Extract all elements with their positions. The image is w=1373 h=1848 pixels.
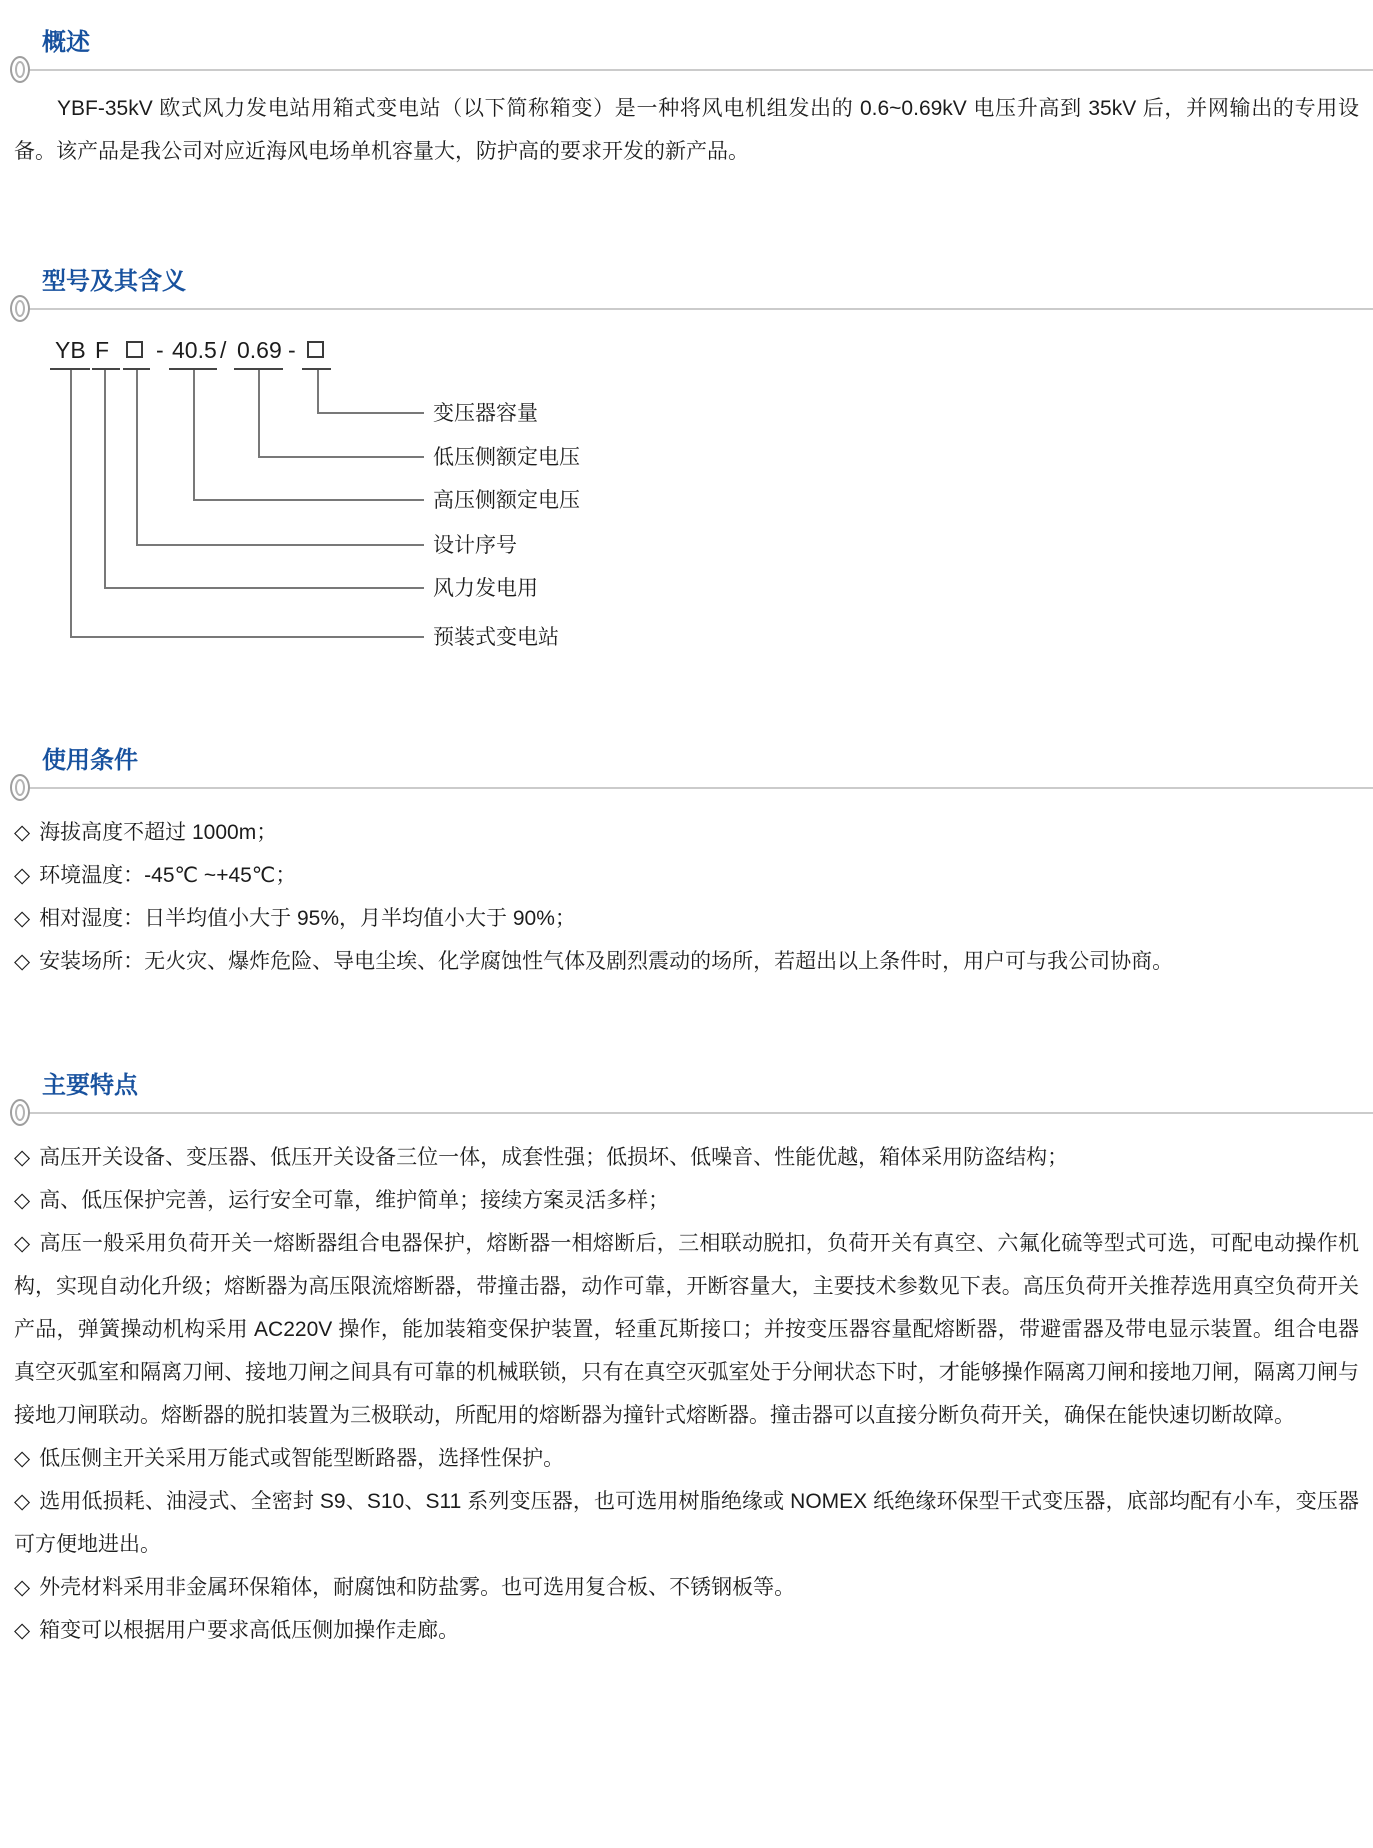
section-features-title: 主要特点: [42, 1072, 138, 1099]
condition-text: 安装场所：无火灾、爆炸危险、导电尘埃、化学腐蚀性气体及剧烈震动的场所，若超出以上条件时，用户可与我公司协商。: [39, 950, 1174, 973]
feature-text: 外壳材料采用非金属环保箱体，耐腐蚀和防盐雾。也可选用复合板、不锈钢板等。: [39, 1576, 796, 1599]
feature-text: 选用低损耗、油浸式、全密封 S9、S10、S11 系列变压器，也可选用树脂绝缘或 NOMEX 纸绝缘环保型干式变压器，底部均配有小车，变压器可方便地进出。: [14, 1490, 1359, 1556]
condition-item: [14, 811, 1359, 854]
condition-item: [14, 854, 1359, 897]
condition-item: [14, 897, 1359, 940]
section-divider: [0, 69, 1373, 73]
divider-line: [22, 308, 1373, 310]
features-list: [0, 1136, 1373, 1652]
diamond-bullet-icon: ◇: [14, 1232, 31, 1255]
feature-text: 高、低压保护完善，运行安全可靠，维护简单；接续方案灵活多样；: [39, 1189, 670, 1212]
feature-item: [14, 1222, 1359, 1437]
feature-item: [14, 1609, 1359, 1652]
conditions-list: [0, 811, 1373, 983]
diamond-bullet-icon: ◇: [14, 821, 31, 844]
feature-item: [14, 1566, 1359, 1609]
section-model-title: 型号及其含义: [42, 268, 186, 295]
section-overview: [0, 28, 1373, 173]
condition-text: 海拔高度不超过 1000m；: [39, 821, 278, 844]
ring-icon: [10, 1099, 30, 1126]
diamond-bullet-icon: ◇: [14, 1576, 31, 1599]
feature-item: [14, 1480, 1359, 1566]
section-model: [0, 267, 1373, 663]
feature-text: 高压开关设备、变压器、低压开关设备三位一体，成套性强；低损坏、低噪音、性能优越，箱体采用防盗结构；: [39, 1146, 1069, 1169]
model-token-slash: /: [220, 337, 227, 363]
condition-text: 环境温度：-45℃ ~+45℃；: [39, 864, 297, 887]
feature-text: 低压侧主开关采用万能式或智能型断路器，选择性保护。: [39, 1447, 565, 1470]
model-label-prefab-substation: 预装式变电站: [433, 626, 559, 649]
section-features: [0, 1071, 1373, 1652]
divider-line: [22, 1112, 1373, 1114]
diamond-bullet-icon: ◇: [14, 1490, 31, 1513]
model-label-transformer-capacity: 变压器容量: [433, 402, 538, 425]
ring-icon: [10, 295, 30, 322]
ring-icon-inner: [15, 300, 25, 317]
condition-item: [14, 940, 1359, 983]
ring-icon-inner: [15, 61, 25, 78]
feature-item: [14, 1136, 1359, 1179]
ring-icon-inner: [15, 779, 25, 796]
model-token-dash1: -: [156, 337, 164, 363]
model-token-box2: [307, 341, 324, 358]
divider-line: [22, 69, 1373, 71]
diamond-bullet-icon: ◇: [14, 1447, 31, 1470]
model-token-f: F: [95, 337, 110, 363]
ring-icon: [10, 774, 30, 801]
section-conditions-title: 使用条件: [42, 747, 138, 774]
diamond-bullet-icon: ◇: [14, 864, 31, 887]
divider-line: [22, 787, 1373, 789]
section-divider: [0, 1112, 1373, 1116]
diamond-bullet-icon: ◇: [14, 1619, 31, 1642]
diagram-connector: [70, 370, 424, 638]
section-divider: [0, 308, 1373, 312]
model-label-lv-rated-voltage: 低压侧额定电压: [433, 446, 580, 469]
feature-item: [14, 1179, 1359, 1222]
model-token-40-5: 40.5: [172, 337, 217, 363]
overview-paragraph: YBF-35kV 欧式风力发电站用箱式变电站（以下简称箱变）是一种将风电机组发出的 0.6~0.69kV 电压升高到 35kV 后，并网输出的专用设备。该产品是我公司对应近海风电场单机容量大，防护高的要求开发的新产品。: [14, 97, 1359, 163]
diamond-bullet-icon: ◇: [14, 950, 31, 973]
model-token-box1: [126, 341, 143, 358]
condition-text: 相对湿度：日半均值小大于 95%，月半均值小大于 90%；: [39, 907, 576, 930]
model-designation-diagram: [0, 328, 1373, 663]
feature-item: [14, 1437, 1359, 1480]
diamond-bullet-icon: ◇: [14, 1189, 31, 1212]
model-label-design-serial: 设计序号: [433, 534, 517, 557]
ring-icon: [10, 56, 30, 83]
diamond-bullet-icon: ◇: [14, 1146, 31, 1169]
model-token-yb: YB: [55, 337, 86, 363]
model-token-0-69: 0.69: [237, 337, 282, 363]
ring-icon-inner: [15, 1104, 25, 1121]
diamond-bullet-icon: ◇: [14, 907, 31, 930]
section-overview-title: 概述: [42, 29, 90, 56]
model-token-dash2: -: [288, 337, 296, 363]
section-divider: [0, 787, 1373, 791]
section-conditions: [0, 746, 1373, 983]
feature-text: 高压一般采用负荷开关一熔断器组合电器保护，熔断器一相熔断后，三相联动脱扣，负荷开关有真空、六氟化硫等型式可选，可配电动操作机构，实现自动化升级；熔断器为高压限流熔断器，带撞击器，动作可靠，开断容量大，主要技术参数见下表。高压负荷开关推荐选用真空负荷开关产品，弹簧操动机构采用 AC220V 操作，能加装箱变保护装置，轻重瓦斯接口；并按变压器容量配熔断器，带避雷器及带电显示装置。组合电器真空灭弧室和隔离刀闸、接地刀闸之间具有可靠的机械联锁，只有在真空灭弧室处于分闸状态下时，才能够操作隔离刀闸和接地刀闸，隔离刀闸与接地刀闸联动。熔断器的脱扣装置为三极联动，所配用的熔断器为撞针式熔断器。撞击器可以直接分断负荷开关，确保在能快速切断故障。: [14, 1232, 1360, 1427]
feature-text: 箱变可以根据用户要求高低压侧加操作走廊。: [39, 1619, 460, 1642]
model-label-wind-power-use: 风力发电用: [433, 577, 538, 600]
model-label-hv-rated-voltage: 高压侧额定电压: [433, 489, 580, 512]
